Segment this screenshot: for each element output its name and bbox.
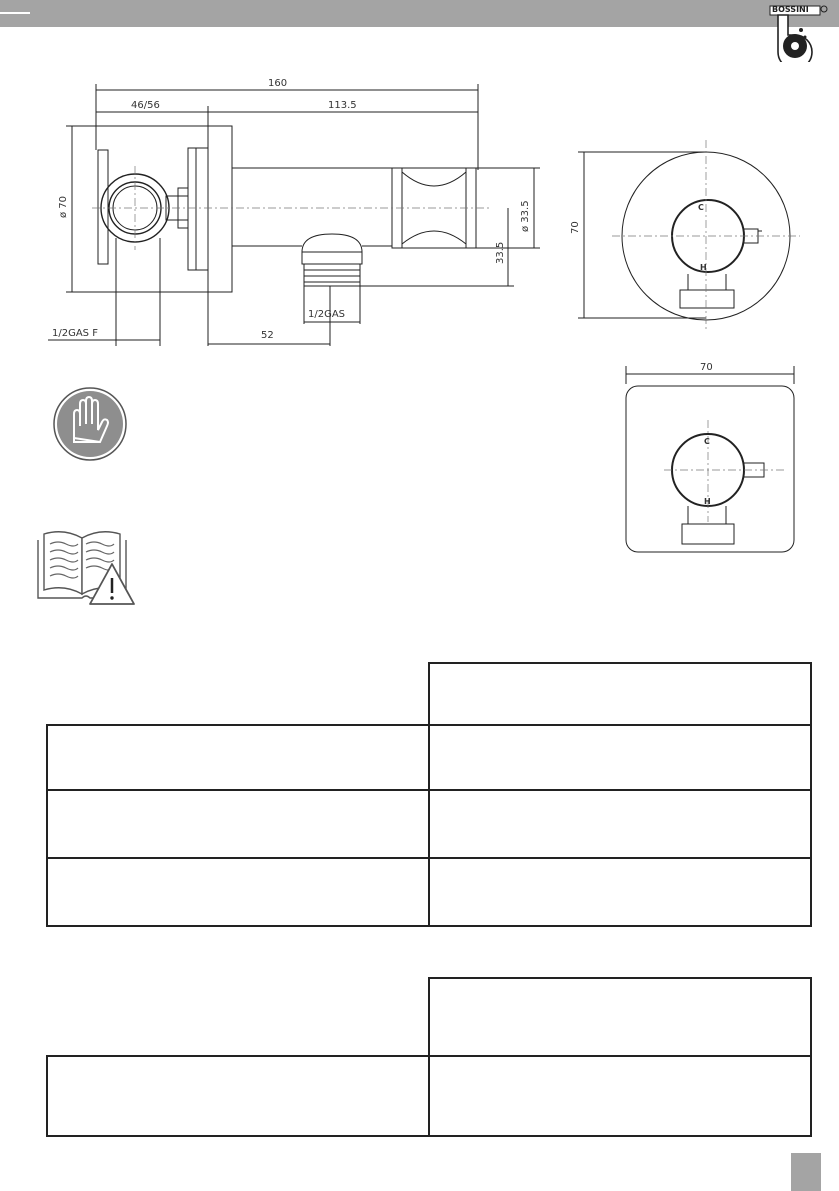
table-cell: [429, 663, 811, 725]
dim-right: 113.5: [328, 100, 357, 111]
round-mark-cold: C: [698, 203, 704, 212]
dim-left: 46/56: [131, 100, 160, 111]
spec-table-2: [46, 977, 812, 1137]
table-row: [47, 858, 811, 926]
label-outlet: 1/2GAS: [308, 309, 346, 320]
dim-diameter: ø 70: [58, 195, 69, 218]
table-row: [47, 790, 811, 858]
table-cell: [429, 725, 811, 790]
manual-warning-icon: [34, 526, 138, 608]
table-cell: [429, 790, 811, 858]
table-row: [47, 1056, 811, 1136]
table-row: [47, 725, 811, 790]
table-cell: [429, 858, 811, 926]
table-cell: [429, 978, 811, 1056]
dim-total: 160: [268, 78, 288, 89]
brand-name: BOSSINI: [772, 5, 809, 14]
round-dim-height: 70: [570, 221, 581, 234]
spec-table-1: [46, 662, 812, 927]
label-inlet: 1/2GAS F: [52, 328, 98, 339]
square-mark-cold: C: [704, 437, 710, 446]
table-cell: [47, 1056, 429, 1136]
page-number-tab: [791, 1153, 821, 1191]
table-cell: [47, 790, 429, 858]
dim-height: 33.5: [495, 241, 506, 264]
round-mark-hot: H: [700, 263, 707, 272]
gloves-icon: [52, 386, 128, 462]
table-cell: [47, 978, 429, 1056]
dim-offset: 52: [261, 330, 274, 341]
table-cell: [47, 858, 429, 926]
table-cell: [429, 1056, 811, 1136]
table-row: [47, 978, 811, 1056]
dim-small-diameter: ø 33.5: [520, 200, 531, 232]
table-cell: [47, 725, 429, 790]
table-cell: [47, 663, 429, 725]
square-mark-hot: H: [704, 497, 711, 506]
table-row: [47, 663, 811, 725]
square-dim-width: 70: [700, 362, 713, 373]
